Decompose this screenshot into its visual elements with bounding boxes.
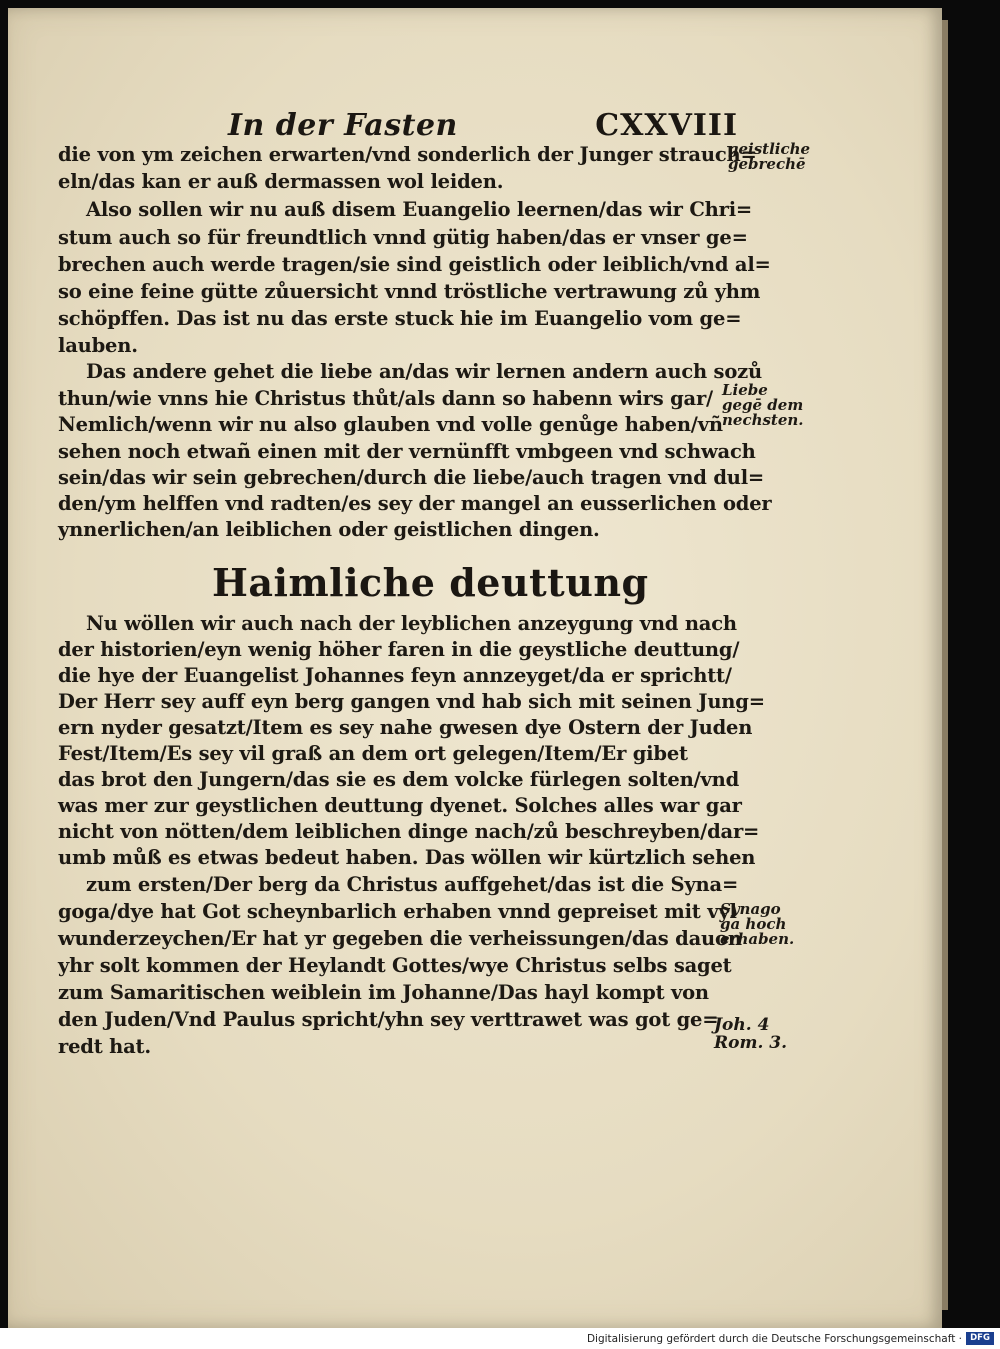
text-line: Fest/Item/Es sey vil graß an dem ort gelegen/Item/Er gibet [58, 742, 688, 765]
dfg-logo: DFG [966, 1332, 994, 1345]
text-line: die hye der Euangelist Johannes feyn annzeyget/da er sprichtt/ [58, 664, 732, 687]
text-line: goga/dye hat Got scheynbarlich erhaben vnnd gepreiset mit vyl [58, 900, 737, 923]
text-line: Nu wöllen wir auch nach der leyblichen anzeygung vnd nach [86, 612, 737, 635]
text-line: eln/das kan er auß dermassen wol leiden. [58, 170, 504, 193]
text-line: was mer zur geystlichen deuttung dyenet. Solches alles war gar [58, 794, 742, 817]
text-line: Der Herr sey auff eyn berg gangen vnd hab sich mit seinen Jung= [58, 690, 765, 713]
text-line: zum Samaritischen weiblein im Johanne/Das hayl kompt von [58, 981, 709, 1004]
text-line: zum ersten/Der berg da Christus auffgehet/das ist die Syna= [86, 873, 739, 896]
page-edge [942, 20, 948, 1310]
text-line: die von ym zeichen erwarten/vnd sonderlich der Junger strauch= [58, 143, 757, 166]
text-line: thun/wie vnns hie Christus thůt/als dann so habenn wirs gar/ [58, 387, 713, 410]
text-line: das brot den Jungern/das sie es dem volcke fürlegen solten/vnd [58, 768, 740, 791]
running-title: In der Fasten [228, 108, 458, 143]
margin-note-synagoga: Synago ga hoch erhaben. [720, 900, 795, 948]
text-line: redt hat. [58, 1035, 151, 1058]
text-line: den/ym helffen vnd radten/es sey der mangel an eusserlichen oder [58, 492, 772, 515]
funding-credit: Digitalisierung gefördert durch die Deutsche Forschungsgemeinschaft · [586, 1333, 962, 1345]
text-line: so eine feine gütte zůuersicht vnnd tröstliche vertrawung zů yhm [58, 280, 761, 303]
running-header [228, 108, 738, 148]
text-line: nicht von nötten/dem leiblichen dinge nach/zů beschreyben/dar= [58, 820, 760, 843]
text-line: yhr solt kommen der Heylandt Gottes/wye Christus selbs saget [58, 954, 732, 977]
text-line: sehen noch etwañ einen mit der vernünfft vmbgeen vnd schwach [58, 440, 756, 463]
text-line: wunderzeychen/Er hat yr gegeben die verheissungen/das dauon [58, 927, 742, 950]
text-line: den Juden/Vnd Paulus spricht/yhn sey verttrawet was got ge= [58, 1008, 719, 1031]
section-heading: Haimliche deuttung [212, 560, 649, 605]
text-line: lauben. [58, 334, 138, 357]
text-line: brechen auch werde tragen/sie sind geistlich oder leiblich/vnd al= [58, 253, 771, 276]
text-line: Nemlich/wenn wir nu also glauben vnd volle genůge haben/vñ [58, 413, 723, 436]
text-line: umb můß es etwas bedeut haben. Das wöllen wir kürtzlich sehen [58, 846, 756, 869]
text-line: der historien/eyn wenig höher faren in die geystliche deuttung/ [58, 638, 740, 661]
text-line: stum auch so für freundtlich vnnd gütig haben/das er vnser ge= [58, 226, 748, 249]
text-line: Also sollen wir nu auß disem Euangelio leernen/das wir Chri= [86, 198, 753, 221]
text-line: ern nyder gesatzt/Item es sey nahe gwesen dye Ostern der Juden [58, 716, 753, 739]
text-line: sein/das wir sein gebrechen/durch die liebe/auch tragen vnd dul= [58, 466, 765, 489]
margin-note-references: Joh. 4 Rom. 3. [714, 1015, 788, 1053]
text-line: ynnerlichen/an leiblichen oder geistlichen dingen. [58, 518, 600, 541]
folio-number: CXXVIII [595, 108, 738, 143]
text-line: schöpffen. Das ist nu das erste stuck hie im Euangelio vom ge= [58, 307, 742, 330]
text-line: Das andere gehet die liebe an/das wir lernen andern auch sozů [86, 360, 762, 383]
margin-note-liebe: Liebe gegē dem nechsten. [722, 381, 804, 429]
margin-note-geistliche: geistliche gebrechē [728, 140, 811, 173]
